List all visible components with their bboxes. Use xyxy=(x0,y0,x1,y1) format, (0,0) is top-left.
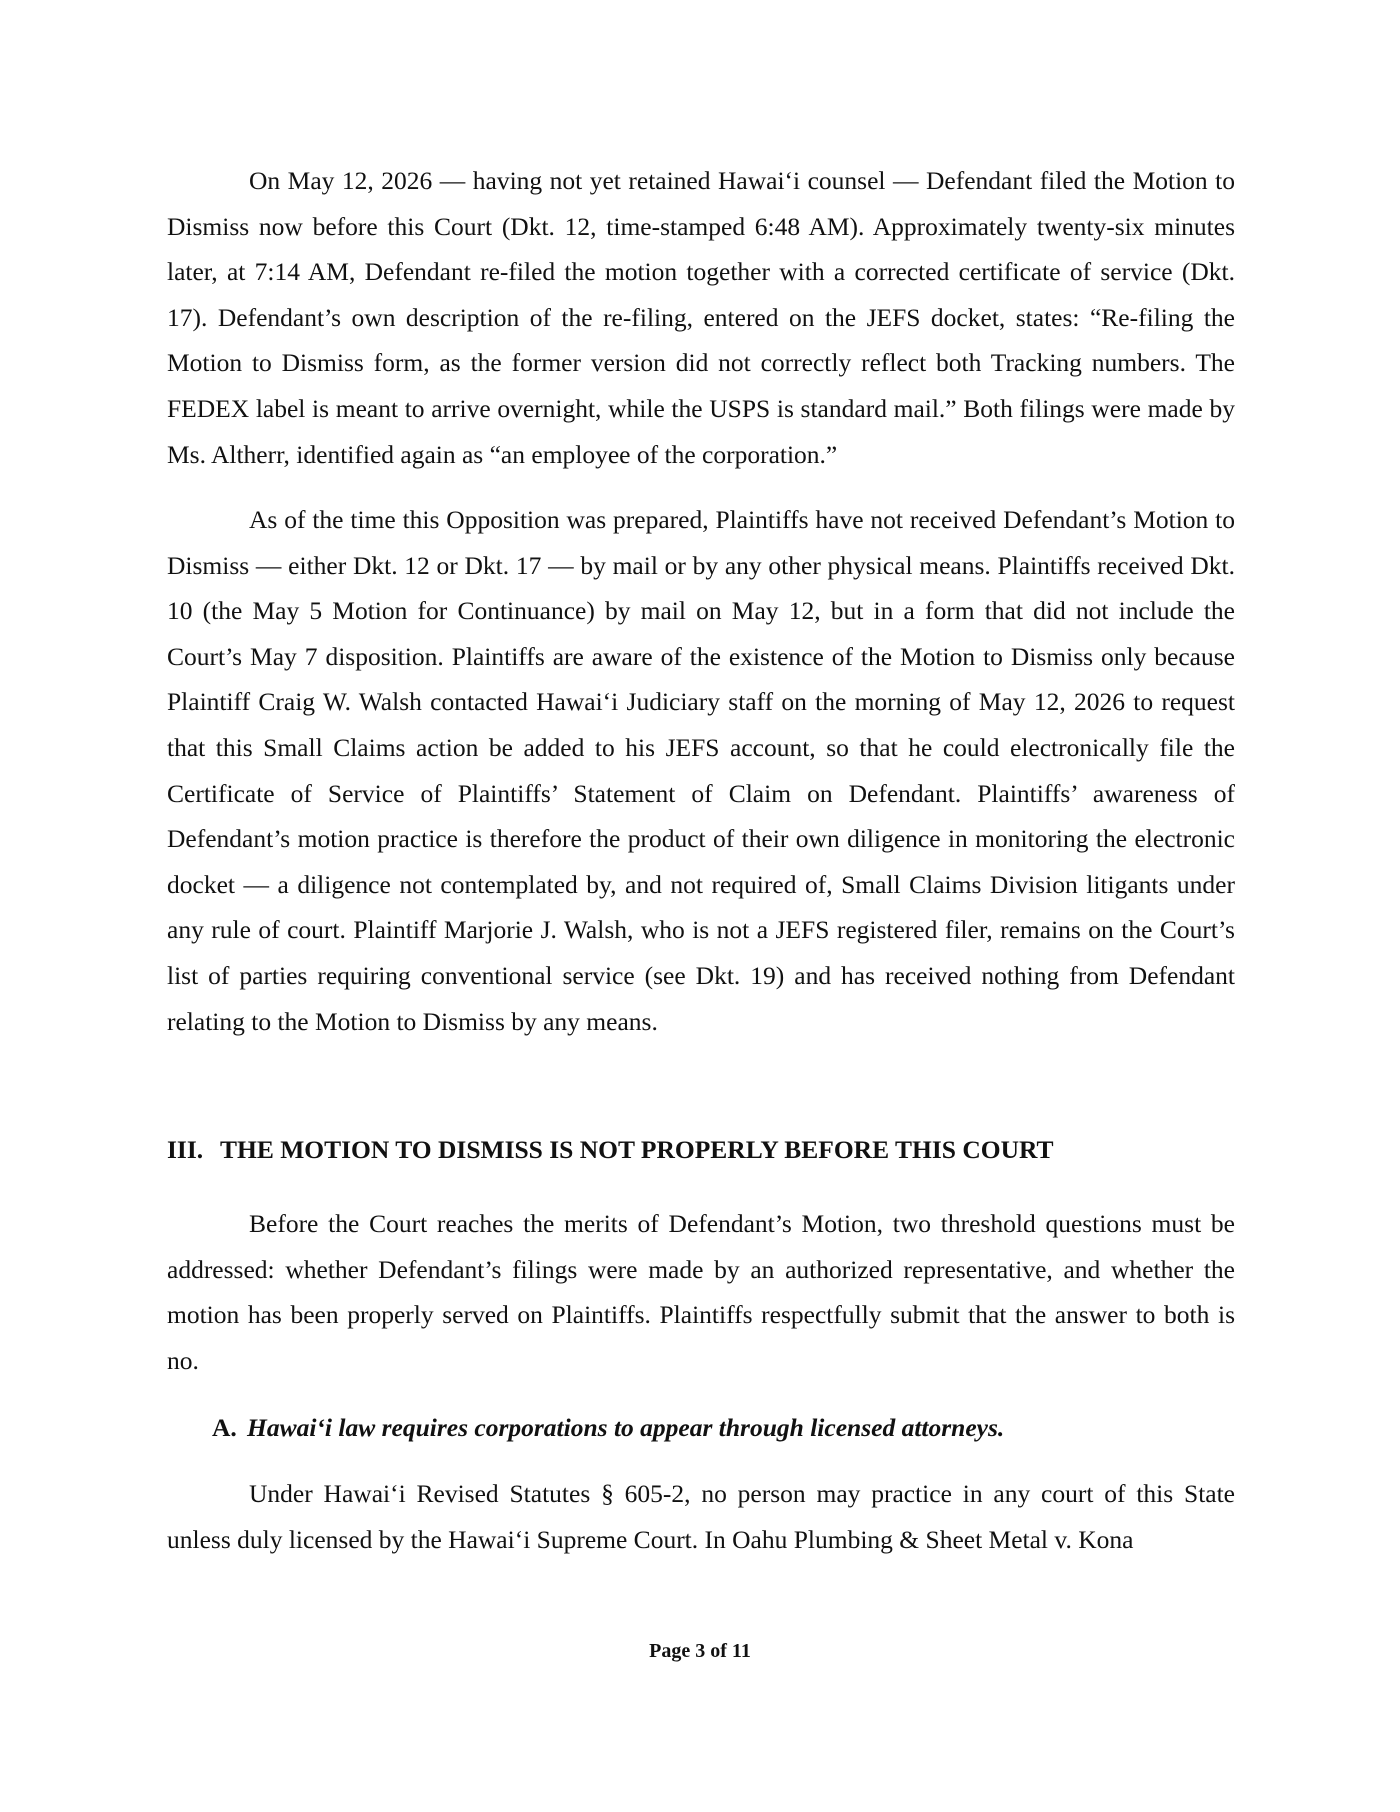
subsection-letter: A. xyxy=(212,1413,237,1442)
paragraph-motion-filing: On May 12, 2026 — having not yet retained Hawai‘i counsel — Defendant filed the Motion to Dismiss now before this Court (Dkt. 12, time-stamped 6:48 AM). Approximately twenty-six minutes later, at 7:14 AM, Defendant re-filed the motion together with a corrected certificate of service (Dkt. 17). Defendant’s own description of the re-filing, entered on the JEFS docket, states: “Re-filing the Motion to Dismiss form, as the former version did not correctly reflect both Tracking numbers. The FEDEX label is meant to arrive overnight, while the USPS is standard mail.” Both filings were made by Ms. Altherr, identified again as “an employee of the corporation.” xyxy=(167,166,1235,469)
paragraph-threshold-questions: Before the Court reaches the merits of Defendant’s Motion, two threshold questions must be addressed: whether Defendant’s filings were made by an authorized representative, and whether the motion has been properly served on Plaintiffs. Plaintiffs respectfully submit that the answer to both is no. xyxy=(167,1209,1235,1375)
paragraph-hrs-605-2: Under Hawai‘i Revised Statutes § 605-2, no person may practice in any court of this State unless duly licensed by the Hawai‘i Supreme Court. In Oahu Plumbing & Sheet Metal v. Kona xyxy=(167,1479,1235,1554)
section-heading xyxy=(167,1133,1235,1167)
paragraph-service-status: As of the time this Opposition was prepared, Plaintiffs have not received Defendant’s Motion to Dismiss — either Dkt. 12 or Dkt. 17 — by mail or by any other physical means. Plaintiffs received Dkt. 10 (the May 5 Motion for Continuance) by mail on May 12, but in a form that did not include the Court’s May 7 disposition. Plaintiffs are aware of the existence of the Motion to Dismiss only because Plaintiff Craig W. Walsh contacted Hawai‘i Judiciary staff on the morning of May 12, 2026 to request that this Small Claims action be added to his JEFS account, so that he could electronically file the Certificate of Service of Plaintiffs’ Statement of Claim on Defendant. Plaintiffs’ awareness of Defendant’s motion practice is therefore the product of their own diligence in monitoring the electronic docket — a diligence not contemplated by, and not required of, Small Claims Division litigants under any rule of court. Plaintiff Marjorie J. Walsh, who is not a JEFS registered filer, remains on the Court’s list of parties requiring conventional service (see Dkt. 19) and has received nothing from Defendant relating to the Motion to Dismiss by any means. xyxy=(167,505,1235,1036)
page-number-footer: Page 3 of 11 xyxy=(649,1640,751,1662)
section-title: THE MOTION TO DISMISS IS NOT PROPERLY BEFORE THIS COURT xyxy=(220,1135,1054,1164)
subsection-heading xyxy=(212,1411,1004,1445)
subsection-title: Hawai‘i law requires corporations to appear through licensed attorneys. xyxy=(247,1413,1005,1442)
section-number: III. xyxy=(167,1135,204,1164)
